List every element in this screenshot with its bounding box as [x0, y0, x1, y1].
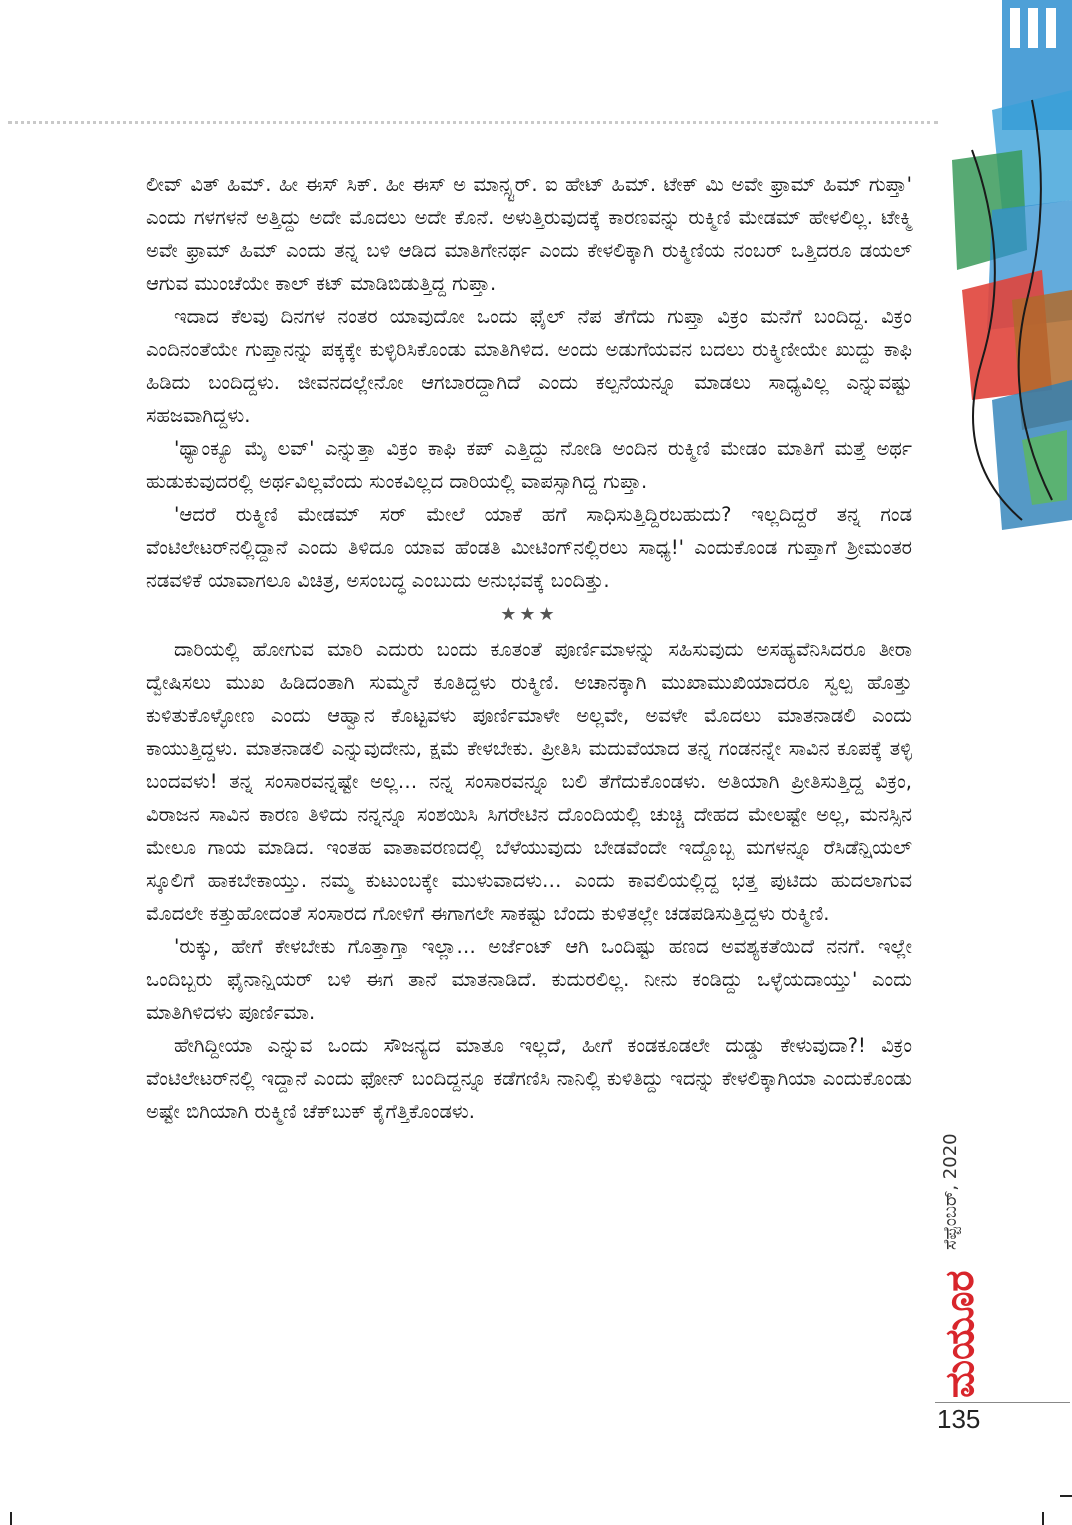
- watercolor-illustration: [932, 0, 1072, 540]
- paragraph-7: ಹೇಗಿದ್ದೀಯಾ ಎನ್ನುವ ಒಂದು ಸೌಜನ್ಯದ ಮಾತೂ ಇಲ್ಲದೆ, ಹೀಗೆ ಕಂಡಕೂಡಲೇ ದುಡ್ಡು ಕೇಳುವುದಾ?! ವಿಕ್ರಂ ವೆಂಟಿಲೇಟರ್‌ನಲ್ಲಿ ಇದ್ದಾನೆ ಎಂದು ಫೋನ್ ಬಂದಿದ್ದನ್ನೂ ಕಡೆಗಣಿಸಿ ನಾನಿಲ್ಲಿ ಕುಳಿತಿದ್ದು ಇದನ್ನು ಕೇಳಲಿಕ್ಕಾಗಿಯಾ ಎಂದುಕೊಂಡು ಅಷ್ಟೇ ಬಿಗಿಯಾಗಿ ರುಕ್ಮಿಣಿ ಚೆಕ್‌ಬುಕ್ ಕೈಗೆತ್ತಿಕೊಂಡಳು.: [146, 1034, 912, 1123]
- crop-mark: [1060, 1495, 1072, 1497]
- magazine-logo: ಮಯೂರ: [937, 1270, 983, 1398]
- header-dotted-rule: [8, 121, 938, 124]
- article-body: [146, 168, 912, 1128]
- paragraph-5: ದಾರಿಯಲ್ಲಿ ಹೋಗುವ ಮಾರಿ ಎದುರು ಬಂದು ಕೂತಂತೆ ಪೂರ್ಣಿಮಾಳನ್ನು ಸಹಿಸುವುದು ಅಸಹ್ಯವೆನಿಸಿದರೂ ತೀರಾ ದ್ವೇಷಿಸಲು ಮುಖ ಹಿಡಿದಂತಾಗಿ ಸುಮ್ಮನೆ ಕೂತಿದ್ದಳು ರುಕ್ಮಿಣಿ. ಅಚಾನಕ್ಕಾಗಿ ಮುಖಾಮುಖಿಯಾದರೂ ಸ್ವಲ್ಪ ಹೊತ್ತು ಕುಳಿತುಕೊಳ್ಳೋಣ ಎಂದು ಆಹ್ವಾನ ಕೊಟ್ಟವಳು ಪೂರ್ಣಿಮಾಳೇ ಅಲ್ಲವೇ, ಅವಳೇ ಮೊದಲು ಮಾತನಾಡಲಿ ಎಂದು ಕಾಯುತ್ತಿದ್ದಳು. ಮಾತನಾಡಲಿ ಎನ್ನುವುದೇನು, ಕ್ಷಮೆ ಕೇಳಬೇಕು. ಪ್ರೀತಿಸಿ ಮದುವೆಯಾದ ತನ್ನ ಗಂಡನನ್ನೇ ಸಾವಿನ ಕೂಪಕ್ಕೆ ತಳ್ಳಿ ಬಂದವಳು! ತನ್ನ ಸಂಸಾರವನ್ನಷ್ಟೇ ಅಲ್ಲ… ನನ್ನ ಸಂಸಾರವನ್ನೂ ಬಲಿ ತೆಗೆದುಕೊಂಡಳು. ಅತಿಯಾಗಿ ಪ್ರೀತಿಸುತ್ತಿದ್ದ ವಿಕ್ರಂ, ವಿರಾಜನ ಸಾವಿನ ಕಾರಣ ತಿಳಿದು ನನ್ನನ್ನೂ ಸಂಶಯಿಸಿ ಸಿಗರೇಟಿನ ದೊಂದಿಯಲ್ಲಿ ಚುಚ್ಚಿ ದೇಹದ ಮೇಲಷ್ಟೇ ಅಲ್ಲ, ಮನಸ್ಸಿನ ಮೇಲೂ ಗಾಯ ಮಾಡಿದ. ಇಂತಹ ವಾತಾವರಣದಲ್ಲಿ ಬೆಳೆಯುವುದು ಬೇಡವೆಂದೇ ಇದ್ದೊಬ್ಬ ಮಗಳನ್ನೂ ರೆಸಿಡೆನ್ಷಿಯಲ್ ಸ್ಕೂಲಿಗೆ ಹಾಕಬೇಕಾಯ್ತು. ನಮ್ಮ ಕುಟುಂಬಕ್ಕೇ ಮುಳುವಾದಳು… ಎಂದು ಕಾವಲಿಯಲ್ಲಿದ್ದ ಭತ್ತ ಪುಟಿದು ಹುದಲಾಗುವ ಮೊದಲೇ ಕತ್ತುಹೋದಂತೆ ಸಂಸಾರದ ಗೋಳಿಗೆ ಈಗಾಗಲೇ ಸಾಕಷ್ಟು ಬೆಂದು ಕುಳಿತಲ್ಲೇ ಚಡಪಡಿಸುತ್ತಿದ್ದಳು ರುಕ್ಮಿಣಿ.: [146, 638, 912, 925]
- section-break: ★★★: [500, 604, 558, 625]
- page-number: 135: [937, 1404, 981, 1434]
- paragraph-4: 'ಆದರೆ ರುಕ್ಮಿಣಿ ಮೇಡಮ್ ಸರ್ ಮೇಲೆ ಯಾಕೆ ಹಗೆ ಸಾಧಿಸುತ್ತಿದ್ದಿರಬಹುದು? ಇಲ್ಲದಿದ್ದರೆ ತನ್ನ ಗಂಡ ವೆಂಟಿಲೇಟರ್‌ನಲ್ಲಿದ್ದಾನೆ ಎಂದು ತಿಳಿದೂ ಯಾವ ಹೆಂಡತಿ ಮೀಟಿಂಗ್‌ನಲ್ಲಿರಲು ಸಾಧ್ಯ!' ಎಂದುಕೊಂಡ ಗುಪ್ತಾಗೆ ಶ್ರೀಮಂತರ ನಡವಳಿಕೆ ಯಾವಾಗಲೂ ವಿಚಿತ್ರ, ಅಸಂಬದ್ಧ ಎಂಬುದು ಅನುಭವಕ್ಕೆ ಬಂದಿತ್ತು.: [146, 503, 912, 592]
- paragraph-6: 'ರುಕ್ಕು, ಹೇಗೆ ಕೇಳಬೇಕು ಗೊತ್ತಾಗ್ತಾ ಇಲ್ಲಾ… ಅರ್ಜೆಂಟ್ ಆಗಿ ಒಂದಿಷ್ಟು ಹಣದ ಅವಶ್ಯಕತೆಯಿದೆ ನನಗೆ. ಇಲ್ಲೇ ಒಂದಿಬ್ಬರು ಫೈನಾನ್ಷಿಯರ್ ಬಳಿ ಈಗ ತಾನೆ ಮಾತನಾಡಿದೆ. ಕುದುರಲಿಲ್ಲ. ನೀನು ಕಂಡಿದ್ದು ಒಳ್ಳೆಯದಾಯ್ತು' ಎಂದು ಮಾತಿಗಿಳಿದಳು ಪೂರ್ಣಿಮಾ.: [146, 935, 912, 1024]
- crop-mark: [1042, 1512, 1044, 1525]
- crop-mark: [10, 1512, 12, 1525]
- issue-date: ಸೆಪ್ಟೆಂಬರ್, 2020: [940, 1133, 961, 1250]
- paragraph-2: ಇದಾದ ಕೆಲವು ದಿನಗಳ ನಂತರ ಯಾವುದೋ ಒಂದು ಫೈಲ್ ನೆಪ ತೆಗೆದು ಗುಪ್ತಾ ವಿಕ್ರಂ ಮನೆಗೆ ಬಂದಿದ್ದ. ವಿಕ್ರಂ ಎಂದಿನಂತೆಯೇ ಗುಪ್ತಾನನ್ನು ಪಕ್ಕಕ್ಕೇ ಕುಳ್ಳಿರಿಸಿಕೊಂಡು ಮಾತಿಗಿಳಿದ. ಅಂದು ಅಡುಗೆಯವನ ಬದಲು ರುಕ್ಮಿಣೀಯೇ ಖುದ್ದು ಕಾಫಿ ಹಿಡಿದು ಬಂದಿದ್ದಳು. ಜೀವನದಲ್ಲೇನೋ ಆಗಬಾರದ್ದಾಗಿದೆ ಎಂದು ಕಲ್ಪನೆಯನ್ನೂ ಮಾಡಲು ಸಾಧ್ಯವಿಲ್ಲ ಎನ್ನುವಷ್ಟು ಸಹಜವಾಗಿದ್ದಳು.: [146, 305, 912, 427]
- paragraph-1: ಲೀವ್ ವಿತ್ ಹಿಮ್. ಹೀ ಈಸ್ ಸಿಕ್. ಹೀ ಈಸ್ ಅ ಮಾನ್ಸ್ಟರ್. ಐ ಹೇಟ್ ಹಿಮ್. ಟೇಕ್ ಮಿ ಅವೇ ಫ್ರಾಮ್ ಹಿಮ್ ಗುಪ್ತಾ' ಎಂದು ಗಳಗಳನೆ ಅತ್ತಿದ್ದು ಅದೇ ಮೊದಲು ಅದೇ ಕೊನೆ. ಅಳುತ್ತಿರುವುದಕ್ಕೆ ಕಾರಣವನ್ನು ರುಕ್ಮಿಣಿ ಮೇಡಮ್ ಹೇಳಲಿಲ್ಲ. ಟೇಕ್ಮಿ ಅವೇ ಫ್ರಾಮ್ ಹಿಮ್ ಎಂದು ತನ್ನ ಬಳಿ ಆಡಿದ ಮಾತಿಗೇನರ್ಥ ಎಂದು ಕೇಳಲಿಕ್ಕಾಗಿ ರುಕ್ಮಿಣಿಯ ನಂಬರ್ ಒತ್ತಿದರೂ ಡಯಲ್ ಆಗುವ ಮುಂಚೆಯೇ ಕಾಲ್ ಕಟ್ ಮಾಡಿಬಿಡುತ್ತಿದ್ದ ಗುಪ್ತಾ.: [146, 173, 912, 295]
- paragraph-3: 'ಥ್ಯಾಂಕ್ಯೂ ಮೈ ಲವ್' ಎನ್ನುತ್ತಾ ವಿಕ್ರಂ ಕಾಫಿ ಕಪ್ ಎತ್ತಿದ್ದು ನೋಡಿ ಅಂದಿನ ರುಕ್ಮಿಣಿ ಮೇಡಂ ಮಾತಿಗೆ ಮತ್ತೆ ಅರ್ಥ ಹುಡುಕುವುದರಲ್ಲಿ ಅರ್ಥವಿಲ್ಲವೆಂದು ಸುಂಕವಿಲ್ಲದ ದಾರಿಯಲ್ಲಿ ವಾಪಸ್ಸಾಗಿದ್ದ ಗುಪ್ತಾ.: [146, 437, 912, 493]
- footer-rule: [935, 1402, 1070, 1403]
